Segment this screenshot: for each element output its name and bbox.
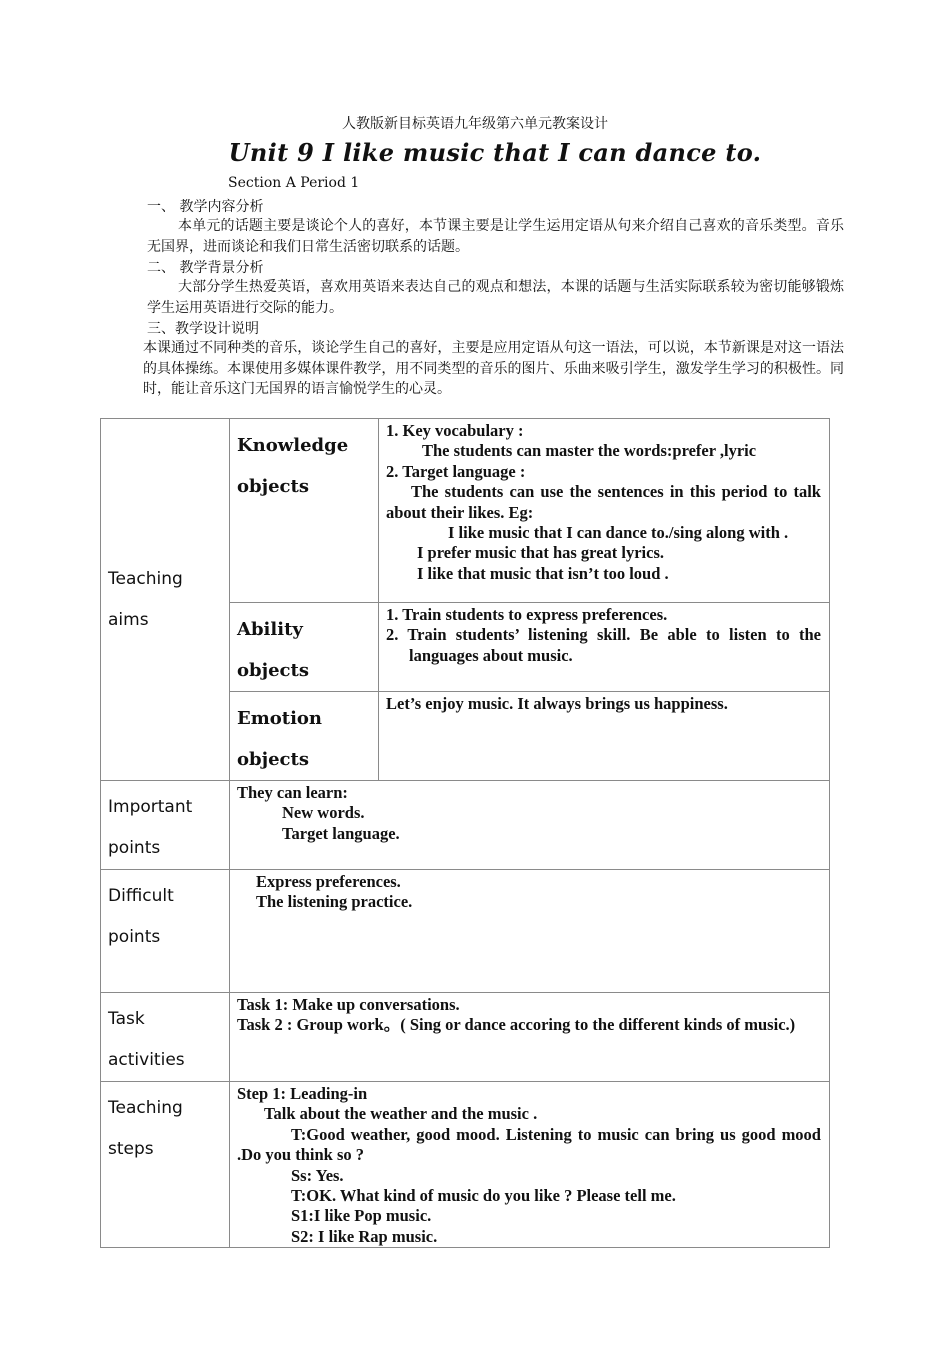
lesson-plan-table [100, 418, 830, 1248]
label-line: objects [237, 749, 309, 770]
row-difficult-points [101, 870, 830, 993]
label-line: activities [108, 1050, 185, 1070]
content-line: Task 1: Make up conversations. [237, 995, 460, 1014]
content-line: 1. Train students to express preferences. [386, 605, 668, 624]
label-line: Emotion [237, 708, 323, 729]
content-line: The students can master the words:prefer ,lyric [422, 441, 757, 461]
content-line: Step 1: Leading-in [237, 1084, 368, 1103]
important-points-label [101, 781, 230, 870]
knowledge-objects-label [230, 419, 379, 603]
content-line: 1. Key vocabulary : [386, 421, 524, 440]
task-activities-label [101, 993, 230, 1082]
content-line: They can learn: [237, 783, 348, 802]
difficult-points-content [230, 870, 830, 993]
teaching-steps-content [230, 1082, 830, 1248]
content-line: Target language. [282, 823, 400, 843]
label-line: Ability [237, 619, 303, 640]
heading-design-description: 三、教学设计说明 [147, 321, 259, 337]
knowledge-objects-content [379, 419, 830, 603]
content-line: Ss: Yes. [291, 1165, 344, 1185]
teaching-steps-label [101, 1082, 230, 1248]
content-line: I prefer music that has great lyrics. [417, 543, 665, 563]
content-line: The students can use the sentences in this period to talk about their likes. Eg: [386, 482, 821, 522]
content-line: I like that music that isn’t too loud . [417, 563, 669, 583]
content-line: 2. Target language : [386, 461, 526, 481]
label-line: aims [108, 609, 149, 630]
document-subtitle: 人教版新目标英语九年级第六单元教案设计 [342, 116, 608, 132]
content-line: New words. [282, 803, 365, 823]
label-line: points [108, 838, 161, 858]
label-line: steps [108, 1139, 154, 1159]
teaching-aims-label [101, 419, 230, 781]
content-line: The listening practice. [256, 892, 413, 912]
label-line: Teaching [108, 568, 183, 589]
label-line: Teaching [108, 1098, 183, 1118]
label-line: objects [237, 476, 309, 497]
content-line: S2: I like Rap music. [291, 1226, 438, 1246]
heading-background-analysis: 二、 教学背景分析 [147, 260, 264, 276]
content-line: Let’s enjoy music. It always brings us happiness. [386, 694, 728, 713]
row-teaching-steps [101, 1082, 830, 1248]
ability-objects-content [379, 603, 830, 692]
content-line: T:Good weather, good mood. Listening to music can bring us good mood .Do you think so ? [237, 1124, 821, 1165]
content-line: I like music that I can dance to./sing along with . [448, 523, 789, 543]
label-line: Important [108, 797, 193, 817]
document-title: Unit 9 I like music that I can dance to. [228, 138, 762, 167]
content-line: Task 2 : Group work。( Sing or dance accoring to the different kinds of music.) [237, 1015, 796, 1035]
content-line: Talk about the weather and the music . [264, 1104, 538, 1124]
section-period: Section A Period 1 [228, 175, 360, 191]
paragraph-background-analysis: 大部分学生热爱英语，喜欢用英语来表达自己的观点和想法，本课的话题与生活实际联系较为密切能够锻炼学生运用英语进行交际的能力。 [147, 279, 844, 316]
content-line: T:OK. What kind of music do you like ? Please tell me. [291, 1186, 676, 1206]
label-line: Difficult [108, 886, 174, 906]
label-line: points [108, 927, 161, 947]
difficult-points-label [101, 870, 230, 993]
row-task-activities [101, 993, 830, 1082]
row-knowledge [101, 419, 830, 603]
row-important-points [101, 781, 830, 870]
content-line: S1:I like Pop music. [291, 1206, 432, 1226]
paragraph-content-analysis: 本单元的话题主要是谈论个人的喜好，本节课主要是让学生运用定语从句来介绍自己喜欢的音乐类型。音乐无国界，进而谈论和我们日常生活密切联系的话题。 [147, 218, 844, 255]
content-line: 2. Train students’ listening skill. Be able to listen to the languages about music. [386, 625, 821, 665]
label-line: Task [108, 1009, 145, 1029]
task-activities-content [230, 993, 830, 1082]
heading-content-analysis: 一、 教学内容分析 [147, 199, 264, 215]
label-line: Knowledge [237, 435, 349, 456]
emotion-objects-content [379, 692, 830, 781]
content-line: Express preferences. [256, 872, 401, 891]
ability-objects-label [230, 603, 379, 692]
paragraph-design-description: 本课通过不同种类的音乐，谈论学生自己的喜好，主要是应用定语从句这一语法，可以说，本节新课是对这一语法的具体操练。本课使用多媒体课件教学，用不同类型的音乐的图片、乐曲来吸引学生，激发学生学习的积极性。同时，能让音乐这门无国界的语言愉悦学生的心灵。 [143, 340, 844, 397]
important-points-content [230, 781, 830, 870]
emotion-objects-label [230, 692, 379, 781]
label-line: objects [237, 660, 309, 681]
